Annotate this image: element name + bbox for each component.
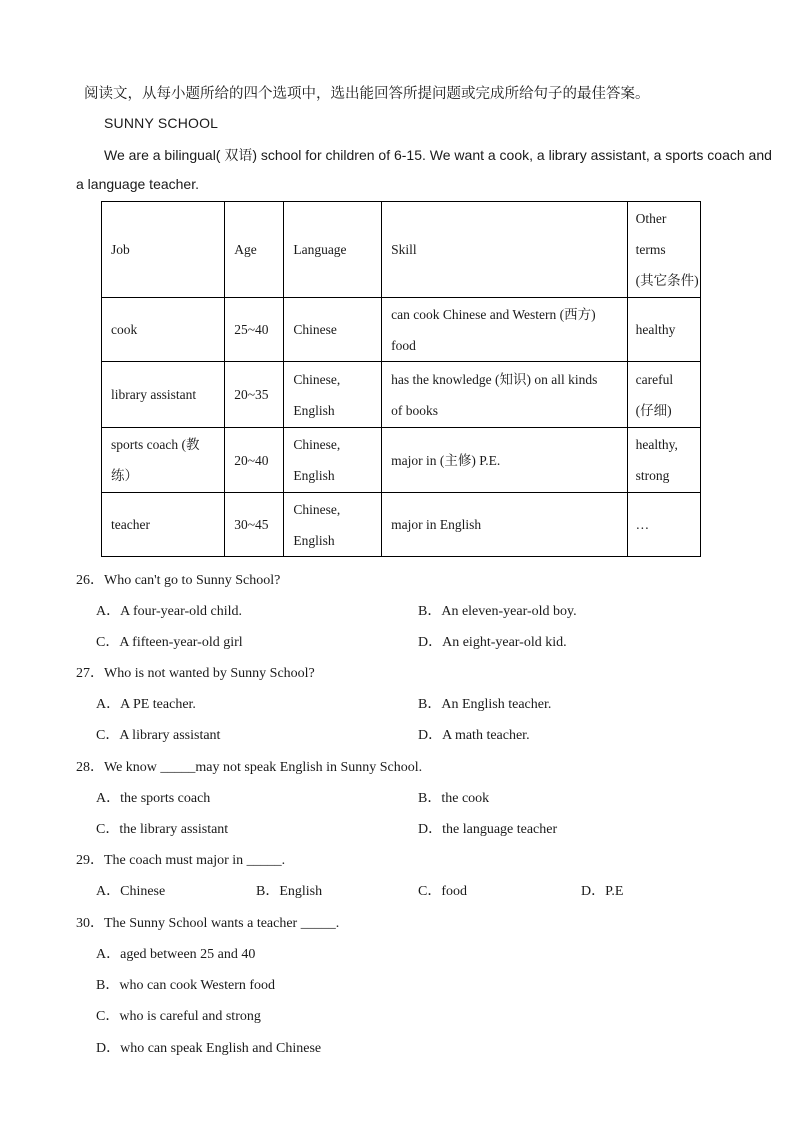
question-26-stem: 26．Who can't go to Sunny School? [76,573,281,588]
passage-intro-line1: We are a bilingual( 双语) school for children of 6-15. We want a cook, a library assistant, a sports coach and [104,147,772,163]
cell-language [284,493,382,557]
q28-option-d[interactable]: D．the language teacher [418,822,558,837]
cell-skill [382,428,628,493]
table-header-row [102,202,701,298]
cell-language-line1: Chinese, [293,437,341,452]
cell-other-line1: … [635,517,650,532]
table-row [102,493,701,557]
q29-option-d[interactable]: D．P.E [581,884,624,899]
cell-job: cook [102,298,225,362]
header-language: Language [284,202,382,298]
cell-language-line2: English [293,402,335,418]
cell-other-line1: careful [635,371,674,387]
q27-option-b[interactable]: B．An English teacher. [418,697,552,712]
cell-job: library assistant [102,362,225,428]
q27-option-a[interactable]: A．A PE teacher. [96,697,196,712]
header-skill: Skill [382,202,628,298]
cell-skill [382,298,628,362]
header-job: Job [102,202,225,298]
cell-language-line: Chinese [293,322,337,337]
cell-age: 20~40 [225,428,284,493]
cell-language [284,362,382,428]
cell-age: 25~40 [225,298,284,362]
table-row [102,298,701,362]
cell-language-line2: English [293,468,335,483]
cell-job-line2: 练） [111,468,138,483]
q28-option-a[interactable]: A．the sports coach [96,791,211,806]
q30-option-d[interactable]: D．who can speak English and Chinese [96,1041,322,1056]
q27-option-c[interactable]: C．A library assistant [96,728,221,743]
cell-other [627,428,700,493]
q29-option-b[interactable]: B．English [256,884,323,899]
instruction-text: 阅读文，从每小题所给的四个选项中，选出能回答所提问题或完成所给句子的最佳答案。 [84,86,650,102]
header-other-line3: (其它条件) [635,273,699,288]
cell-skill [382,362,628,428]
q30-option-b[interactable]: B．who can cook Western food [96,978,276,993]
table-row [102,428,701,493]
cell-language [284,298,382,362]
q30-option-a[interactable]: A．aged between 25 and 40 [96,947,256,962]
q26-option-b[interactable]: B．An eleven-year-old boy. [418,604,577,619]
cell-skill-line1: can cook Chinese and Western (西方) [391,306,596,322]
cell-other [627,362,700,428]
cell-language-line1: Chinese, [293,371,341,387]
cell-language-line1: Chinese, [293,501,341,517]
cell-other-line1: healthy [635,322,676,337]
cell-other-line2: strong [635,468,670,483]
cell-age: 30~45 [225,493,284,557]
q30-option-c[interactable]: C．who is careful and strong [96,1009,261,1024]
q29-option-a[interactable]: A．Chinese [96,884,166,899]
cell-other [627,298,700,362]
cell-other-line1: healthy, [635,437,678,452]
cell-other [627,493,700,557]
cell-job [102,428,225,493]
header-other-line1: Other [635,211,667,226]
q26-option-a[interactable]: A．A four-year-old child. [96,604,243,619]
cell-skill-line2: food [391,337,416,353]
question-28-stem: 28．We know _____may not speak English in Sunny School. [76,760,423,775]
cell-skill-line1: major in English [391,517,482,532]
cell-language-line2: English [293,532,335,548]
header-other-terms [627,202,700,298]
cell-skill-line1: has the knowledge (知识) on all kinds [391,371,598,387]
passage-title: SUNNY SCHOOL [104,115,219,131]
cell-job: teacher [102,493,225,557]
question-29-stem: 29．The coach must major in _____. [76,853,286,868]
cell-skill-line1: major in (主修) P.E. [391,452,501,468]
jobs-table [101,201,701,557]
cell-age: 20~35 [225,362,284,428]
q29-option-c[interactable]: C．food [418,884,467,899]
question-27-stem: 27．Who is not wanted by Sunny School? [76,666,315,681]
header-other-line2: terms [635,242,666,257]
q28-option-c[interactable]: C．the library assistant [96,822,229,837]
passage-intro-line2: a language teacher. [76,176,199,192]
q27-option-d[interactable]: D．A math teacher. [418,728,530,743]
cell-other-line2: (仔细) [635,402,672,418]
q26-option-d[interactable]: D．An eight-year-old kid. [418,635,567,650]
q28-option-b[interactable]: B．the cook [418,791,490,806]
question-30-stem: 30．The Sunny School wants a teacher _____. [76,916,340,931]
table-row [102,362,701,428]
cell-job-line1: sports coach (教 [111,437,200,452]
cell-skill-line2: of books [391,402,438,418]
cell-language [284,428,382,493]
q26-option-c[interactable]: C．A fifteen-year-old girl [96,635,243,650]
cell-skill [382,493,628,557]
header-age: Age [225,202,284,298]
